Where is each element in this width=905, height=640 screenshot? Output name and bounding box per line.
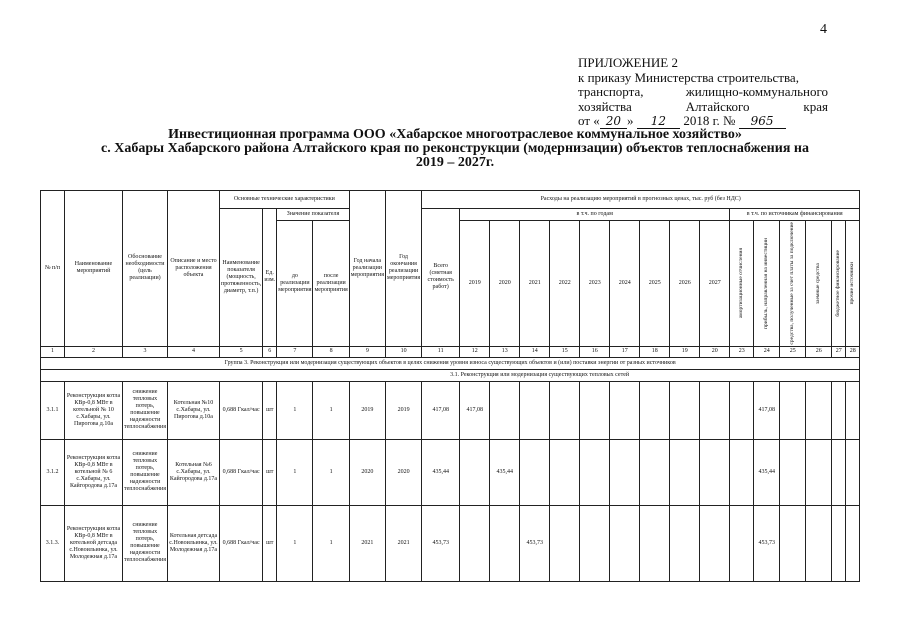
table-cell (640, 381, 670, 439)
table-cell: 28 (846, 346, 860, 357)
table-cell: 417,08 (754, 381, 780, 439)
hdr-costs: Расходы на реализацию мероприятий в прогнозных ценах, тыс. руб (без НДС) (422, 191, 860, 209)
table-cell: Котельная №10 с.Хабары, ул. Пирогова д.10а (167, 381, 219, 439)
table-cell (730, 381, 754, 439)
table-cell: Реконструкция котла КВр-0,8 МВт в котельной № 10 с.Хабары, ул. Пирогова д.10а (65, 381, 123, 439)
table-row (41, 439, 860, 505)
table-cell (832, 505, 846, 581)
table-cell (640, 439, 670, 505)
table-cell: Реконструкция котла КВр-0,8 МВт в котельной № 6 с.Хабары, ул. Кайгородова д.17а (65, 439, 123, 505)
table-cell (670, 505, 700, 581)
table-cell: шт (263, 439, 277, 505)
table-cell: шт (263, 381, 277, 439)
table-cell (550, 439, 580, 505)
hdr-value: Значение показателя (277, 209, 349, 221)
table-cell: 20 (700, 346, 730, 357)
order-number: 965 (739, 114, 786, 129)
table-cell (490, 505, 520, 581)
table-cell (550, 381, 580, 439)
table-cell (780, 381, 806, 439)
table-cell: 17 (610, 346, 640, 357)
table-cell: 435,44 (490, 439, 520, 505)
hdr-year: 2022 (550, 221, 580, 347)
table-cell (806, 505, 832, 581)
table-cell (846, 505, 860, 581)
table-cell: Реконструкция котла КВр-0,8 МВт в котельной детсада с.Новоильинка, ул. Молодежная д.17а (65, 505, 123, 581)
table-cell (610, 505, 640, 581)
table-cell (460, 439, 490, 505)
hdr-year: 2026 (670, 221, 700, 347)
hdr-location: Описание и место расположения объекта (167, 191, 219, 347)
table-cell (806, 439, 832, 505)
table-cell (580, 381, 610, 439)
table-cell (780, 439, 806, 505)
table-cell: Котельная №6 с.Хабары, ул. Кайгородова д.17а (167, 439, 219, 505)
table-cell: 13 (490, 346, 520, 357)
table-cell: 453,73 (520, 505, 550, 581)
table-cell (610, 381, 640, 439)
table-cell: снижение тепловых потерь, повышение надежности теплоснабжения (123, 505, 168, 581)
hdr-year: 2023 (580, 221, 610, 347)
table-row (41, 505, 860, 581)
table-cell (700, 439, 730, 505)
table-cell: снижение тепловых потерь, повышение надежности теплоснабжения (123, 381, 168, 439)
table-cell: 2 (65, 346, 123, 357)
table-cell: 1 (313, 505, 349, 581)
table-cell: 417,08 (460, 381, 490, 439)
hdr-start: Год начала реализации мероприятия (349, 191, 385, 347)
table-cell: 11 (422, 346, 460, 357)
table-cell: 2019 (349, 381, 385, 439)
table-cell (610, 439, 640, 505)
table-cell: 1 (277, 505, 313, 581)
appendix-line: к приказу Министерства строительства, (578, 69, 799, 85)
hdr-before: до реализации мероприятия (277, 221, 313, 347)
table-cell (700, 381, 730, 439)
table-cell: 0,688 Гкал/час (219, 381, 262, 439)
table-cell: 3.1.1 (41, 381, 65, 439)
table-cell: 6 (263, 346, 277, 357)
table-cell (780, 505, 806, 581)
table-cell (806, 381, 832, 439)
table-cell: снижение тепловых потерь, повышение надежности теплоснабжения (123, 439, 168, 505)
table-cell: 3.1.2 (41, 439, 65, 505)
table-cell: 27 (832, 346, 846, 357)
table-cell: 15 (550, 346, 580, 357)
hdr-by-sources: в т.ч. по источникам финансирования (730, 209, 860, 221)
table-cell (670, 439, 700, 505)
table-cell: 2019 (385, 381, 421, 439)
group-heading: Группа 3. Реконструкция или модернизация существующих объектов в целях снижения уровня износа существующих объектов и (или) поставки энергии от разных источников (41, 357, 860, 369)
appendix-header (578, 56, 828, 129)
table-cell (580, 439, 610, 505)
table-cell: 10 (385, 346, 421, 357)
appendix-line: хозяйства Алтайского края (578, 98, 828, 114)
hdr-year: 2020 (490, 221, 520, 347)
table-cell (832, 439, 846, 505)
hdr-source: прочие источники (846, 221, 860, 347)
table-cell: 2021 (349, 505, 385, 581)
table-row (41, 381, 860, 439)
hdr-total: Всего (сметная стоимость работ) (422, 209, 460, 347)
table-cell: 1 (277, 439, 313, 505)
table-cell: 23 (730, 346, 754, 357)
table-cell: Котельная детсада с.Новоильинка, ул. Молодежная д.17а (167, 505, 219, 581)
table-cell (550, 505, 580, 581)
table-cell (490, 381, 520, 439)
table-cell: 2021 (385, 505, 421, 581)
table-cell: 8 (313, 346, 349, 357)
subgroup-heading: 3.1. Реконструкция или модернизация существующих тепловых сетей (41, 369, 860, 381)
hdr-source: бюджетное финансирование (832, 221, 846, 347)
table-cell (700, 505, 730, 581)
table-cell (520, 439, 550, 505)
document-title: Инвестиционная программа ООО «Хабарское многоотраслевое коммунальное хозяйство» с. Хабары Хабарского района Алтайского края по реконструкции (модернизации) объектов теплоснабжения на 2019 – 2027г. (101, 127, 809, 170)
table-cell: 3.1.3. (41, 505, 65, 581)
hdr-end: Год окончания реализации мероприятия (385, 191, 421, 347)
table-cell: 453,73 (754, 505, 780, 581)
table-cell: 0,688 Гкал/час (219, 505, 262, 581)
hdr-justification: Обоснование необходимости (цель реализации) (123, 191, 168, 347)
hdr-indicator: Наименование показателя (мощность, протяженность, диаметр, т.п.) (219, 209, 262, 347)
table-cell: 2020 (349, 439, 385, 505)
table-cell: 16 (580, 346, 610, 357)
hdr-source: прибыль, направленная на инвестиции (754, 221, 780, 347)
table-cell: 1 (41, 346, 65, 357)
table-cell: 435,44 (754, 439, 780, 505)
table-cell (670, 381, 700, 439)
table-cell (460, 505, 490, 581)
hdr-unit: Ед. изм. (263, 209, 277, 347)
hdr-year: 2025 (640, 221, 670, 347)
hdr-year: 2019 (460, 221, 490, 347)
table-cell: 14 (520, 346, 550, 357)
hdr-year: 2021 (520, 221, 550, 347)
table-cell (640, 505, 670, 581)
hdr-num: № п/п (41, 191, 65, 347)
table-cell: 1 (313, 381, 349, 439)
order-date-line: от « 20 » 12 2018 г. № 965 (578, 114, 828, 129)
table-cell: 1 (313, 439, 349, 505)
hdr-year: 2024 (610, 221, 640, 347)
hdr-tech: Основные технические характеристики (219, 191, 349, 209)
table-cell: 1 (277, 381, 313, 439)
hdr-by-years: в т.ч. по годам (460, 209, 730, 221)
hdr-after: после реализации мероприятия (313, 221, 349, 347)
investment-table (40, 190, 860, 582)
hdr-year: 2027 (700, 221, 730, 347)
table-cell: 5 (219, 346, 262, 357)
table-cell: 12 (460, 346, 490, 357)
table-cell: 2020 (385, 439, 421, 505)
table-cell: 19 (670, 346, 700, 357)
table-cell (580, 505, 610, 581)
table-cell: 18 (640, 346, 670, 357)
hdr-source: заемные средства (806, 221, 832, 347)
table-cell: 0,688 Гкал/час (219, 439, 262, 505)
page-number: 4 (820, 22, 827, 37)
appendix-title: ПРИЛОЖЕНИЕ 2 (578, 55, 678, 70)
hdr-source: средства, полученные за счет платы за подключение (780, 221, 806, 347)
table-cell (730, 505, 754, 581)
hdr-source: амортизационные отчисления (730, 221, 754, 347)
table-cell (846, 381, 860, 439)
table-cell: 9 (349, 346, 385, 357)
table-cell: 417,08 (422, 381, 460, 439)
table-cell: 3 (123, 346, 168, 357)
hdr-name: Наименование мероприятий (65, 191, 123, 347)
table-cell: 26 (806, 346, 832, 357)
order-day: 20 (600, 114, 627, 129)
table-cell (730, 439, 754, 505)
table-cell: 7 (277, 346, 313, 357)
table-cell: 435,44 (422, 439, 460, 505)
table-cell: 453,73 (422, 505, 460, 581)
table-cell (520, 381, 550, 439)
table-cell: 25 (780, 346, 806, 357)
table-cell (846, 439, 860, 505)
order-month: 12 (637, 114, 680, 129)
column-numbers-row (41, 346, 860, 357)
appendix-line: транспорта, жилищно-коммунального (578, 84, 828, 99)
table-cell: 4 (167, 346, 219, 357)
table-cell (832, 381, 846, 439)
table-cell: шт (263, 505, 277, 581)
table-cell: 24 (754, 346, 780, 357)
